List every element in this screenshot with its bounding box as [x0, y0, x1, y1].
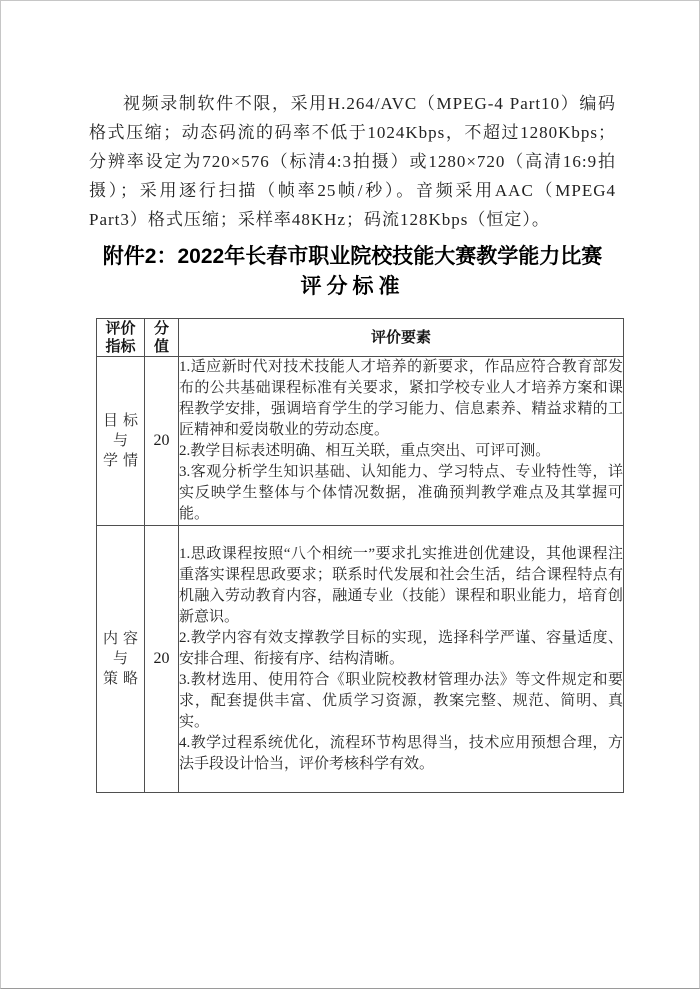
- header-elements-label: 评价要素: [370, 329, 431, 346]
- criteria-item: 2.教学内容有效支撑教学目标的实现，选择科学严谨、容量适度、安排合理、衔接有序、结构清晰。: [179, 629, 623, 667]
- score-cell-content: 20: [145, 526, 179, 793]
- intro-paragraph: 视频录制软件不限，采用H.264/AVC（MPEG-4 Part10）编码格式压缩；动态码流的码率不低于1024Kbps，不超过1280Kbps；分辨率设定为720×576（标清4:3拍摄）或1280×720（高清16:9拍摄）；采用逐行扫描（帧率25帧/秒）。音频采用AAC（MPEG4 Part3）格式压缩；采样率48KHz；码流128Kbps（恒定）。: [89, 94, 616, 229]
- header-score: [145, 319, 179, 357]
- attachment-heading-line2: 评分标准: [300, 275, 405, 298]
- attachment-heading: [89, 242, 616, 302]
- indicator-line: 目标: [102, 413, 143, 429]
- header-elements: [179, 319, 624, 357]
- header-indicator: [97, 319, 145, 357]
- table-header-row: [97, 319, 624, 357]
- indicator-line: 学情: [102, 453, 143, 469]
- header-indicator-line1: 评价: [105, 320, 136, 337]
- indicator-cell-content: [97, 526, 145, 793]
- scoring-table-body: [97, 357, 624, 793]
- indicator-line: 与: [112, 651, 133, 667]
- indicator-line: 与: [112, 433, 133, 449]
- criteria-item: 1.思政课程按照“八个相统一”要求扎实推进创优建设，其他课程注重落实课程思政要求；联系时代发展和社会生活，结合课程特点有机融入劳动教育内容，融通专业（技能）课程和职业能力，培育创新意识。: [179, 545, 623, 625]
- criteria-item: 3.客观分析学生知识基础、认知能力、学习特点、专业特性等，详实反映学生整体与个体情况数据，准确预判教学难点及其掌握可能。: [179, 464, 623, 522]
- criteria-item: 1.适应新时代对技术技能人才培养的新要求，作品应符合教育部发布的公共基础课程标准有关要求，紧扣学校专业人才培养方案和课程教学安排，强调培育学生的学习能力、信息素养、精益求精的工匠精神和爱岗敬业的劳动态度。: [179, 359, 623, 438]
- header-score-line2: 值: [153, 338, 169, 355]
- criteria-item: 3.教材选用、使用符合《职业院校教材管理办法》等文件规定和要求，配套提供丰富、优质学习资源，教案完整、规范、简明、真实。: [179, 671, 623, 730]
- scoring-table-head: [97, 319, 624, 357]
- criteria-item: 4.教学过程系统优化，流程环节构思得当，技术应用预想合理，方法手段设计恰当，评价考核科学有效。: [179, 734, 623, 772]
- header-indicator-line2: 指标: [105, 338, 136, 355]
- elements-cell-goals: [179, 357, 624, 526]
- header-score-line1: 分: [153, 320, 169, 337]
- attachment-heading-line1: 附件2：2022年长春市职业院校技能大赛教学能力比赛: [102, 245, 603, 268]
- criteria-item: 2.教学目标表述明确、相互关联，重点突出、可评可测。: [179, 443, 551, 459]
- score-cell-goals: 20: [145, 357, 179, 526]
- indicator-cell-goals: [97, 357, 145, 526]
- table-row-goals: [97, 357, 624, 526]
- indicator-line: 策略: [102, 671, 143, 687]
- elements-cell-content: [179, 526, 624, 793]
- scoring-table: [96, 318, 624, 793]
- table-row-content: [97, 526, 624, 793]
- indicator-line: 内容: [102, 631, 143, 647]
- document-content: [1, 1, 699, 793]
